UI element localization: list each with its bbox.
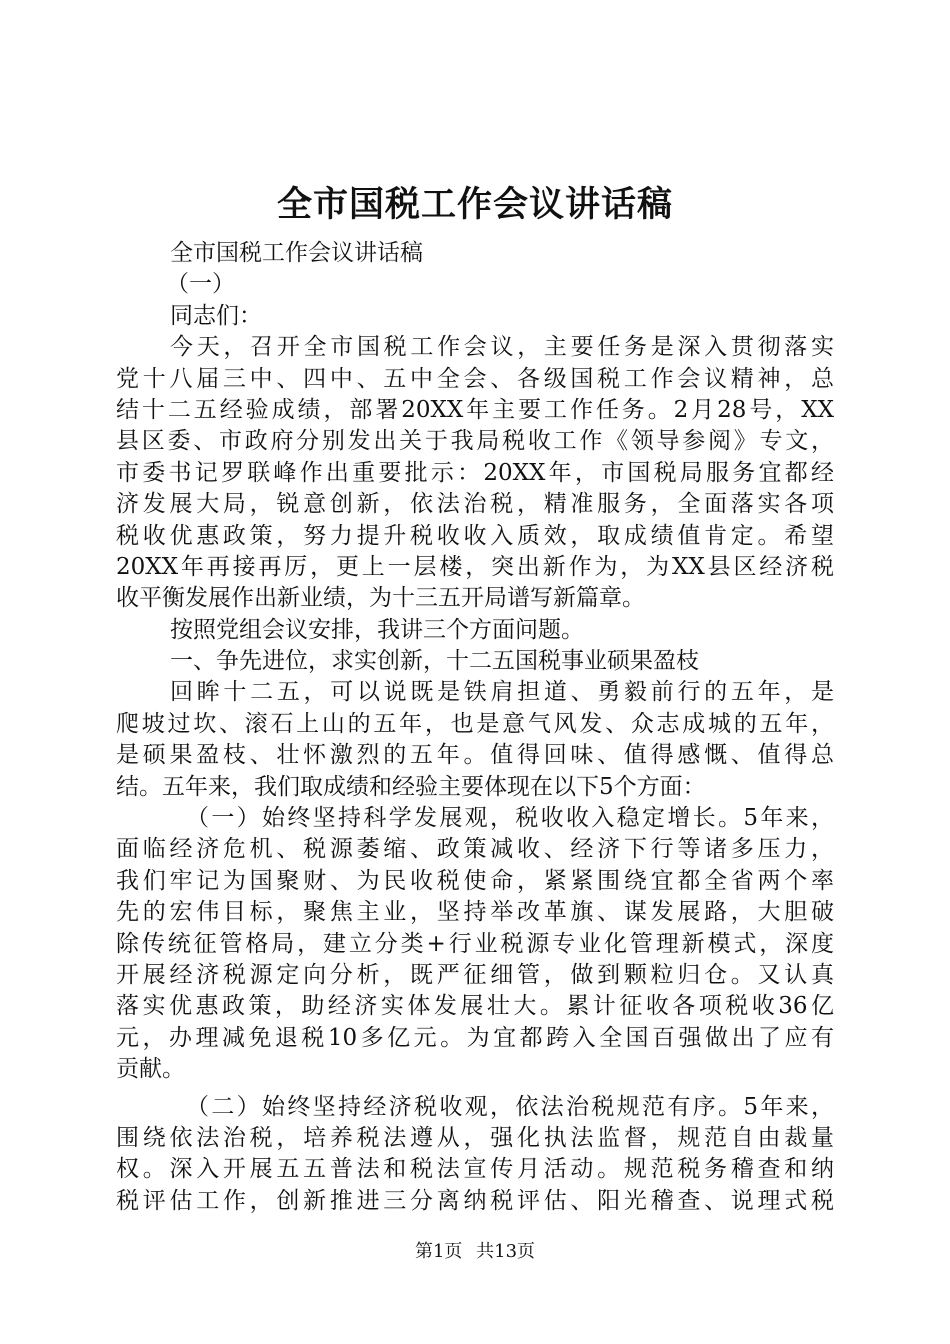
paragraph-line: 爬坡过坎、滚石上山的五年，也是意气风发、众志成城的五年， — [116, 710, 834, 737]
page-total: 共13页 — [476, 1241, 536, 1262]
paragraph-line: 结十二五经验成绩，部署20XX年主要工作任务。2月28号，XX — [116, 396, 834, 423]
paragraph-line: 税收优惠政策，努力提升税收收入质效，取成绩值肯定。希望 — [116, 522, 834, 549]
page-footer — [0, 1240, 950, 1264]
paragraph-line: 先的宏伟目标，聚焦主业，坚持举改革旗、谋发展路，大胆破 — [116, 899, 834, 926]
subtitle-line: 全市国税工作会议讲话稿 — [170, 240, 423, 266]
paragraph-line: 济发展大局，锐意创新，依法治税，精准服务，全面落实各项 — [116, 491, 834, 518]
paragraph-line: 县区委、市政府分别发出关于我局税收工作《领导参阅》专文， — [116, 428, 834, 455]
paragraph-line: 收平衡发展作出新业绩，为十三五开局谱写新篇章。 — [116, 585, 645, 612]
paragraph-line: 市委书记罗联峰作出重要批示：20XX年，市国税局服务宜都经 — [116, 459, 834, 486]
paragraph-line: 结。五年来，我们取成绩和经验主要体现在以下5个方面： — [116, 773, 706, 800]
paragraph-line: 除传统征管格局，建立分类+行业税源专业化管理新模式，深度 — [116, 930, 834, 957]
salutation-line: 同志们： — [170, 302, 262, 329]
paragraph-line: 是硕果盈枝、壮怀激烈的五年。值得回味、值得感慨、值得总 — [116, 742, 834, 769]
paragraph-line: 回眸十二五，可以说既是铁肩担道、勇毅前行的五年，是 — [170, 679, 834, 706]
paragraph-line: 围绕依法治税，培养税法遵从，强化执法监督，规范自由裁量 — [116, 1124, 834, 1151]
paragraph-line: 元，办理减免退税10多亿元。为宜都跨入全国百强做出了应有 — [116, 1024, 834, 1051]
section-number-line: （一） — [166, 271, 235, 298]
paragraph-line: （一）始终坚持科学发展观，税收收入稳定增长。5年来， — [186, 805, 834, 832]
paragraph-line: 税评估工作，创新推进三分离纳税评估、阳光稽查、说理式税 — [116, 1187, 834, 1214]
paragraph-line: 落实优惠政策，助经济实体发展壮大。累计征收各项税收36亿 — [116, 993, 834, 1020]
paragraph-line: 开展经济税源定向分析，既严征细管，做到颗粒归仓。又认真 — [116, 961, 834, 988]
paragraph-line: （二）始终坚持经济税收观，依法治税规范有序。5年来， — [186, 1093, 834, 1120]
paragraph-line: 按照党组会议安排，我讲三个方面问题。 — [170, 616, 584, 643]
paragraph-line: 面临经济危机、税源萎缩、政策减收、经济下行等诸多压力， — [116, 836, 834, 863]
paragraph-line: 党十八届三中、四中、五中全会、各级国税工作会议精神，总 — [116, 365, 834, 392]
page-number: 第1页 — [414, 1241, 463, 1262]
paragraph-line: 我们牢记为国聚财、为民收税使命，紧紧围绕宜都全省两个率 — [116, 867, 834, 894]
document-title: 全市国税工作会议讲话稿 — [276, 184, 673, 225]
paragraph-line: 今天，召开全市国税工作会议，主要任务是深入贯彻落实 — [170, 334, 834, 361]
paragraph-line: 20XX年再接再厉，更上一层楼，突出新作为，为XX县区经济税 — [116, 553, 834, 580]
document-body — [116, 238, 834, 1217]
paragraph-line: 权。深入开展五五普法和税法宣传月活动。规范税务稽查和纳 — [116, 1156, 834, 1183]
paragraph-line: 贡献。 — [116, 1056, 185, 1083]
section-heading: 一、争先进位，求实创新，十二五国税事业硕果盈枝 — [170, 648, 699, 675]
